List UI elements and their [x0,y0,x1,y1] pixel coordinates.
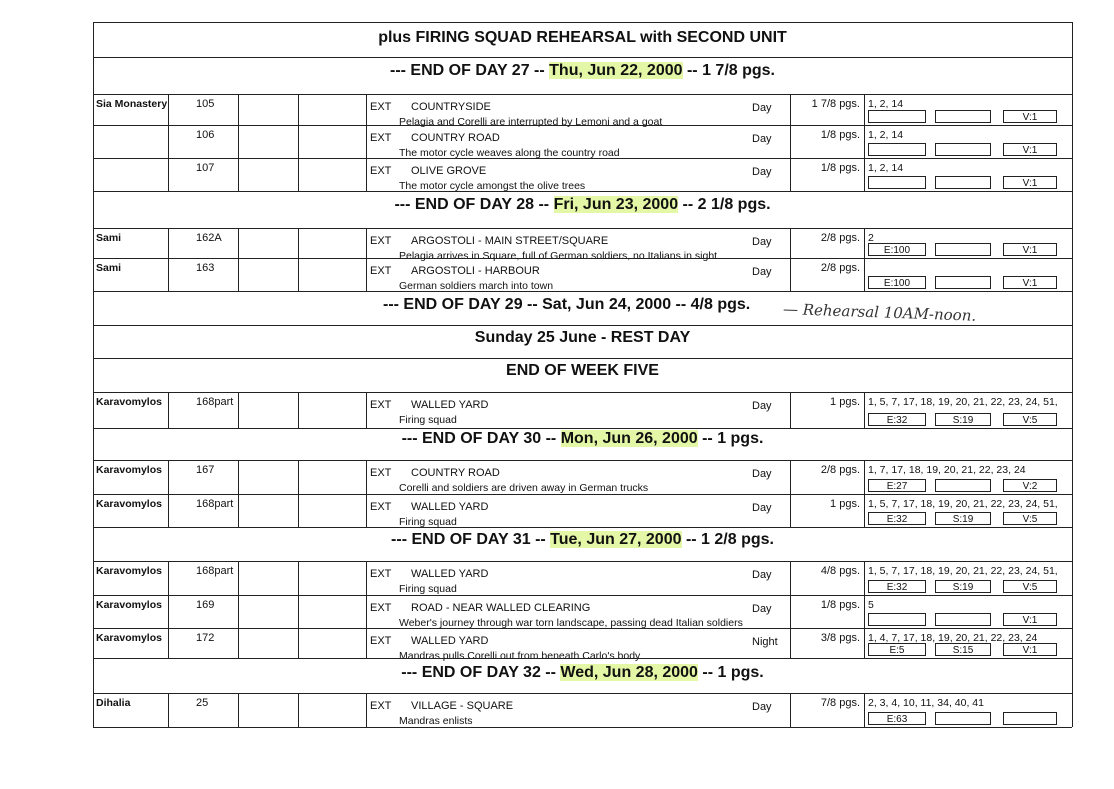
scene-time-of-day: Day [752,569,772,581]
scene-page-count: 3/8 pgs. [820,632,860,644]
scene-number: 168part [196,396,234,408]
scene-column-divider [864,228,865,258]
scene-column-divider [298,595,299,628]
scene-time-of-day: Day [752,102,772,114]
scene-location: Karavomylos [96,498,162,510]
scene-page-count: 1 pgs. [830,396,860,408]
day30-suffix: -- 1 pgs. [697,430,764,447]
scene-time-of-day: Day [752,502,772,514]
scene-column-divider [238,392,239,428]
scene-column-divider [298,392,299,428]
scene-column-divider [366,228,367,258]
scene-set: COUNTRY ROAD [411,467,500,479]
scene-number: 25 [196,697,209,709]
scene-vehicles-box: V:2 [1003,479,1057,492]
scene-column-divider [864,628,865,658]
scene-time-of-day: Day [752,133,772,145]
scene-page-count: 1 pgs. [830,498,860,510]
scene-column-divider [864,94,865,125]
scene-time-of-day: Day [752,400,772,412]
section-rule [93,561,1072,562]
scene-column-divider [298,94,299,125]
scene-column-divider [864,460,865,494]
scene-stunts-box: S:15 [935,643,991,656]
scene-set: ARGOSTOLI - MAIN STREET/SQUARE [411,235,609,247]
scene-description: Pelagia and Corelli are interrupted by Lemoni and a goat [399,116,663,128]
scene-number: 106 [196,129,215,141]
day31-prefix: --- END OF DAY 31 -- [391,531,551,548]
section-rule [93,358,1072,359]
scene-int-ext: EXT [370,132,392,144]
scene-cast-ids: 1, 2, 14 [868,162,904,174]
day27-prefix: --- END OF DAY 27 -- [390,62,550,79]
scene-column-divider [366,561,367,595]
scene-stunts-box [935,712,991,725]
scene-int-ext: EXT [370,101,392,113]
scene-vehicles-box: V:1 [1003,243,1057,256]
scene-int-ext: EXT [370,700,392,712]
scene-description: Mandras enlists [399,715,473,727]
scene-vehicles-box: V:1 [1003,276,1057,289]
scene-time-of-day: Day [752,468,772,480]
scene-column-divider [790,258,791,291]
scene-column-divider [168,561,169,595]
day31-date: Tue, Jun 27, 2000 [550,531,682,548]
scene-stunts-box: S:19 [935,413,991,426]
scene-column-divider [366,258,367,291]
scene-column-divider [238,228,239,258]
scene-column-divider [366,158,367,191]
scene-int-ext: EXT [370,568,392,580]
scene-column-divider [168,228,169,258]
scene-cast-ids: 1, 2, 14 [868,98,904,110]
scene-number: 168part [196,565,234,577]
scene-row-rule [93,595,1072,596]
end-of-day-28 [95,196,1070,214]
scene-description: Firing squad [399,583,457,595]
scene-column-divider [864,392,865,428]
section-rule [93,693,1072,694]
scene-row-rule [93,494,1072,495]
scene-row-rule [93,658,1072,659]
scene-column-divider [298,494,299,527]
scene-description: The motor cycle weaves along the country road [399,147,620,159]
scene-page-count: 1 7/8 pgs. [811,98,860,110]
scene-column-divider [864,595,865,628]
scene-stunts-box [935,613,991,626]
scene-column-divider [864,158,865,191]
scene-column-divider [168,125,169,158]
scene-int-ext: EXT [370,265,392,277]
scene-column-divider [790,125,791,158]
scene-column-divider [168,158,169,191]
scene-number: 107 [196,162,215,174]
scene-column-divider [790,628,791,658]
day28-prefix: --- END OF DAY 28 -- [394,196,554,213]
frame-left [93,22,94,727]
day27-date: Thu, Jun 22, 2000 [549,62,683,79]
handwritten-rehearsal-note: — Rehearsal 10AM-noon. [782,300,977,325]
scene-column-divider [790,693,791,727]
scene-page-count: 1/8 pgs. [820,129,860,141]
scene-set: WALLED YARD [411,635,489,647]
scene-stunts-box [935,276,991,289]
scene-int-ext: EXT [370,635,392,647]
scene-column-divider [238,693,239,727]
scene-column-divider [168,460,169,494]
scene-number: 167 [196,464,215,476]
scene-column-divider [790,94,791,125]
scene-stunts-box: S:19 [935,580,991,593]
scene-column-divider [168,392,169,428]
scene-description: Firing squad [399,414,457,426]
scene-column-divider [366,693,367,727]
scene-column-divider [298,228,299,258]
scene-cast-ids: 1, 5, 7, 17, 18, 19, 20, 21, 22, 23, 24, 51, [868,498,1058,510]
scene-vehicles-box: V:1 [1003,143,1057,156]
scene-location: Karavomylos [96,565,162,577]
scene-location: Karavomylos [96,396,162,408]
scene-set: VILLAGE - SQUARE [411,700,514,712]
scene-column-divider [790,561,791,595]
scene-int-ext: EXT [370,165,392,177]
scene-vehicles-box: V:5 [1003,512,1057,525]
scene-column-divider [366,595,367,628]
scene-int-ext: EXT [370,501,392,513]
scene-location: Sami [96,232,122,244]
scene-extras-box: E:100 [868,243,926,256]
scene-cast-ids: 1, 2, 14 [868,129,904,141]
scene-location: Sami [96,262,122,274]
scene-number: 169 [196,599,215,611]
end-of-week-header: END OF WEEK FIVE [506,362,659,379]
scene-vehicles-box: V:1 [1003,613,1057,626]
scene-time-of-day: Day [752,701,772,713]
scene-column-divider [238,460,239,494]
scene-set: COUNTRYSIDE [411,101,491,113]
scene-row-rule [93,727,1072,728]
scene-number: 105 [196,98,215,110]
day31-suffix: -- 1 2/8 pgs. [681,531,774,548]
frame-top [93,22,1072,23]
scene-column-divider [238,494,239,527]
scene-column-divider [366,125,367,158]
scene-column-divider [864,494,865,527]
scene-stunts-box [935,110,991,123]
scene-number: 172 [196,632,215,644]
scene-row-rule [93,628,1072,629]
day28-date: Fri, Jun 23, 2000 [553,196,679,213]
scene-stunts-box [935,143,991,156]
scene-set: ROAD - NEAR WALLED CLEARING [411,602,591,614]
scene-page-count: 1/8 pgs. [820,162,860,174]
scene-time-of-day: Day [752,266,772,278]
scene-column-divider [168,94,169,125]
scene-stunts-box: S:19 [935,512,991,525]
scene-stunts-box [935,243,991,256]
scene-vehicles-box [1003,712,1057,725]
scene-set: WALLED YARD [411,399,489,411]
scene-extras-box [868,613,926,626]
day27-suffix: -- 1 7/8 pgs. [682,62,775,79]
scene-column-divider [864,125,865,158]
section-rule [93,57,1072,58]
frame-right [1072,22,1073,727]
scene-column-divider [366,494,367,527]
end-of-day-31 [95,531,1070,549]
scene-row-rule [93,258,1072,259]
scene-row-rule [93,125,1072,126]
scene-description: The motor cycle amongst the olive trees [399,180,586,192]
scene-column-divider [298,561,299,595]
scene-location: Karavomylos [96,632,162,644]
scene-column-divider [298,628,299,658]
scene-column-divider [366,392,367,428]
scene-number: 162A [196,232,222,244]
scene-set: WALLED YARD [411,501,489,513]
scene-int-ext: EXT [370,235,392,247]
scene-time-of-day: Day [752,236,772,248]
scene-cast-ids: 5 [868,599,874,611]
scene-vehicles-box: V:5 [1003,413,1057,426]
scene-column-divider [790,392,791,428]
scene-column-divider [366,460,367,494]
scene-extras-box [868,176,926,189]
scene-column-divider [238,258,239,291]
scene-column-divider [168,628,169,658]
scene-extras-box: E:32 [868,512,926,525]
scene-extras-box: E:27 [868,479,926,492]
scene-stunts-box [935,176,991,189]
scene-column-divider [864,561,865,595]
scene-page-count: 2/8 pgs. [820,262,860,274]
scene-location: Karavomylos [96,599,162,611]
scene-column-divider [366,628,367,658]
day30-date: Mon, Jun 26, 2000 [560,430,698,447]
scene-cast-ids: 1, 7, 17, 18, 19, 20, 21, 22, 23, 24 [868,464,1026,476]
scene-location: Karavomylos [96,464,162,476]
scene-column-divider [790,460,791,494]
day32-prefix: --- END OF DAY 32 -- [401,664,561,681]
scene-cast-ids: 1, 5, 7, 17, 18, 19, 20, 21, 22, 23, 24, 51, [868,565,1058,577]
scene-cast-ids: 1, 5, 7, 17, 18, 19, 20, 21, 22, 23, 24, 51, [868,396,1058,408]
scene-vehicles-box: V:1 [1003,643,1057,656]
day32-date: Wed, Jun 28, 2000 [560,664,698,681]
end-of-day-29: --- END OF DAY 29 -- Sat, Jun 24, 2000 -- 4/8 pgs. [383,296,751,313]
scene-location: Sia Monastery [96,98,168,110]
scene-int-ext: EXT [370,467,392,479]
scene-row-rule [93,428,1072,429]
scene-description: Weber's journey through war torn landscape, passing dead Italian soldiers [399,617,743,629]
header-second-unit: plus FIRING SQUAD REHEARSAL with SECOND UNIT [378,29,787,46]
day28-suffix: -- 2 1/8 pgs. [678,196,771,213]
scene-column-divider [790,494,791,527]
section-rule [93,94,1072,95]
scene-column-divider [864,258,865,291]
scene-column-divider [298,693,299,727]
scene-column-divider [238,94,239,125]
scene-column-divider [168,595,169,628]
scene-set: ARGOSTOLI - HARBOUR [411,265,540,277]
section-rule [93,325,1072,326]
scene-description: Pelagia arrives in Square, full of German soldiers, no Italians in sight [399,250,718,262]
scene-column-divider [238,158,239,191]
section-rule [93,392,1072,393]
scene-set: COUNTRY ROAD [411,132,500,144]
scene-column-divider [864,693,865,727]
scene-column-divider [790,158,791,191]
scene-column-divider [298,460,299,494]
scene-set: WALLED YARD [411,568,489,580]
scene-extras-box [868,110,926,123]
scene-int-ext: EXT [370,602,392,614]
scene-vehicles-box: V:1 [1003,176,1057,189]
scene-description: Mandras pulls Corelli out from beneath Carlo's body [399,650,641,662]
section-rule [93,228,1072,229]
scene-column-divider [238,628,239,658]
scene-extras-box: E:100 [868,276,926,289]
scene-column-divider [238,595,239,628]
scene-column-divider [790,595,791,628]
rest-day-header: Sunday 25 June - REST DAY [474,329,691,346]
scene-row-rule [93,527,1072,528]
scene-vehicles-box: V:5 [1003,580,1057,593]
scene-column-divider [298,258,299,291]
scene-column-divider [366,94,367,125]
scene-column-divider [168,693,169,727]
scene-stunts-box [935,479,991,492]
scene-extras-box: E:5 [868,643,926,656]
scene-description: Firing squad [399,516,457,528]
scene-page-count: 1/8 pgs. [820,599,860,611]
scene-vehicles-box: V:1 [1003,110,1057,123]
scene-column-divider [238,561,239,595]
scene-number: 163 [196,262,215,274]
scene-column-divider [298,158,299,191]
scene-set: OLIVE GROVE [411,165,487,177]
scene-cast-ids: 2 [868,232,874,244]
scene-page-count: 2/8 pgs. [820,232,860,244]
scene-row-rule [93,158,1072,159]
scene-location: Dihalia [96,697,131,709]
end-of-day-27 [95,62,1070,80]
scene-column-divider [238,125,239,158]
scene-row-rule [93,291,1072,292]
day32-suffix: -- 1 pgs. [697,664,764,681]
scene-time-of-day: Day [752,603,772,615]
scene-cast-ids: 1, 4, 7, 17, 18, 19, 20, 21, 22, 23, 24 [868,632,1038,644]
scene-time-of-day: Day [752,166,772,178]
scene-page-count: 7/8 pgs. [820,697,860,709]
scene-column-divider [168,494,169,527]
scene-time-of-day: Night [752,636,778,648]
scene-row-rule [93,191,1072,192]
scene-extras-box: E:32 [868,413,926,426]
scene-extras-box [868,143,926,156]
scene-description: German soldiers march into town [399,280,554,292]
scene-cast-ids: 2, 3, 4, 10, 11, 34, 40, 41 [868,697,984,709]
scene-number: 168part [196,498,234,510]
scene-int-ext: EXT [370,399,392,411]
scene-column-divider [790,228,791,258]
scene-column-divider [168,258,169,291]
day30-prefix: --- END OF DAY 30 -- [401,430,561,447]
end-of-day-32 [95,664,1070,682]
scene-extras-box: E:63 [868,712,926,725]
scene-page-count: 4/8 pgs. [820,565,860,577]
end-of-day-30 [95,430,1070,448]
scene-extras-box: E:32 [868,580,926,593]
scene-description: Corelli and soldiers are driven away in German trucks [399,482,649,494]
scene-page-count: 2/8 pgs. [820,464,860,476]
scene-column-divider [298,125,299,158]
section-rule [93,460,1072,461]
